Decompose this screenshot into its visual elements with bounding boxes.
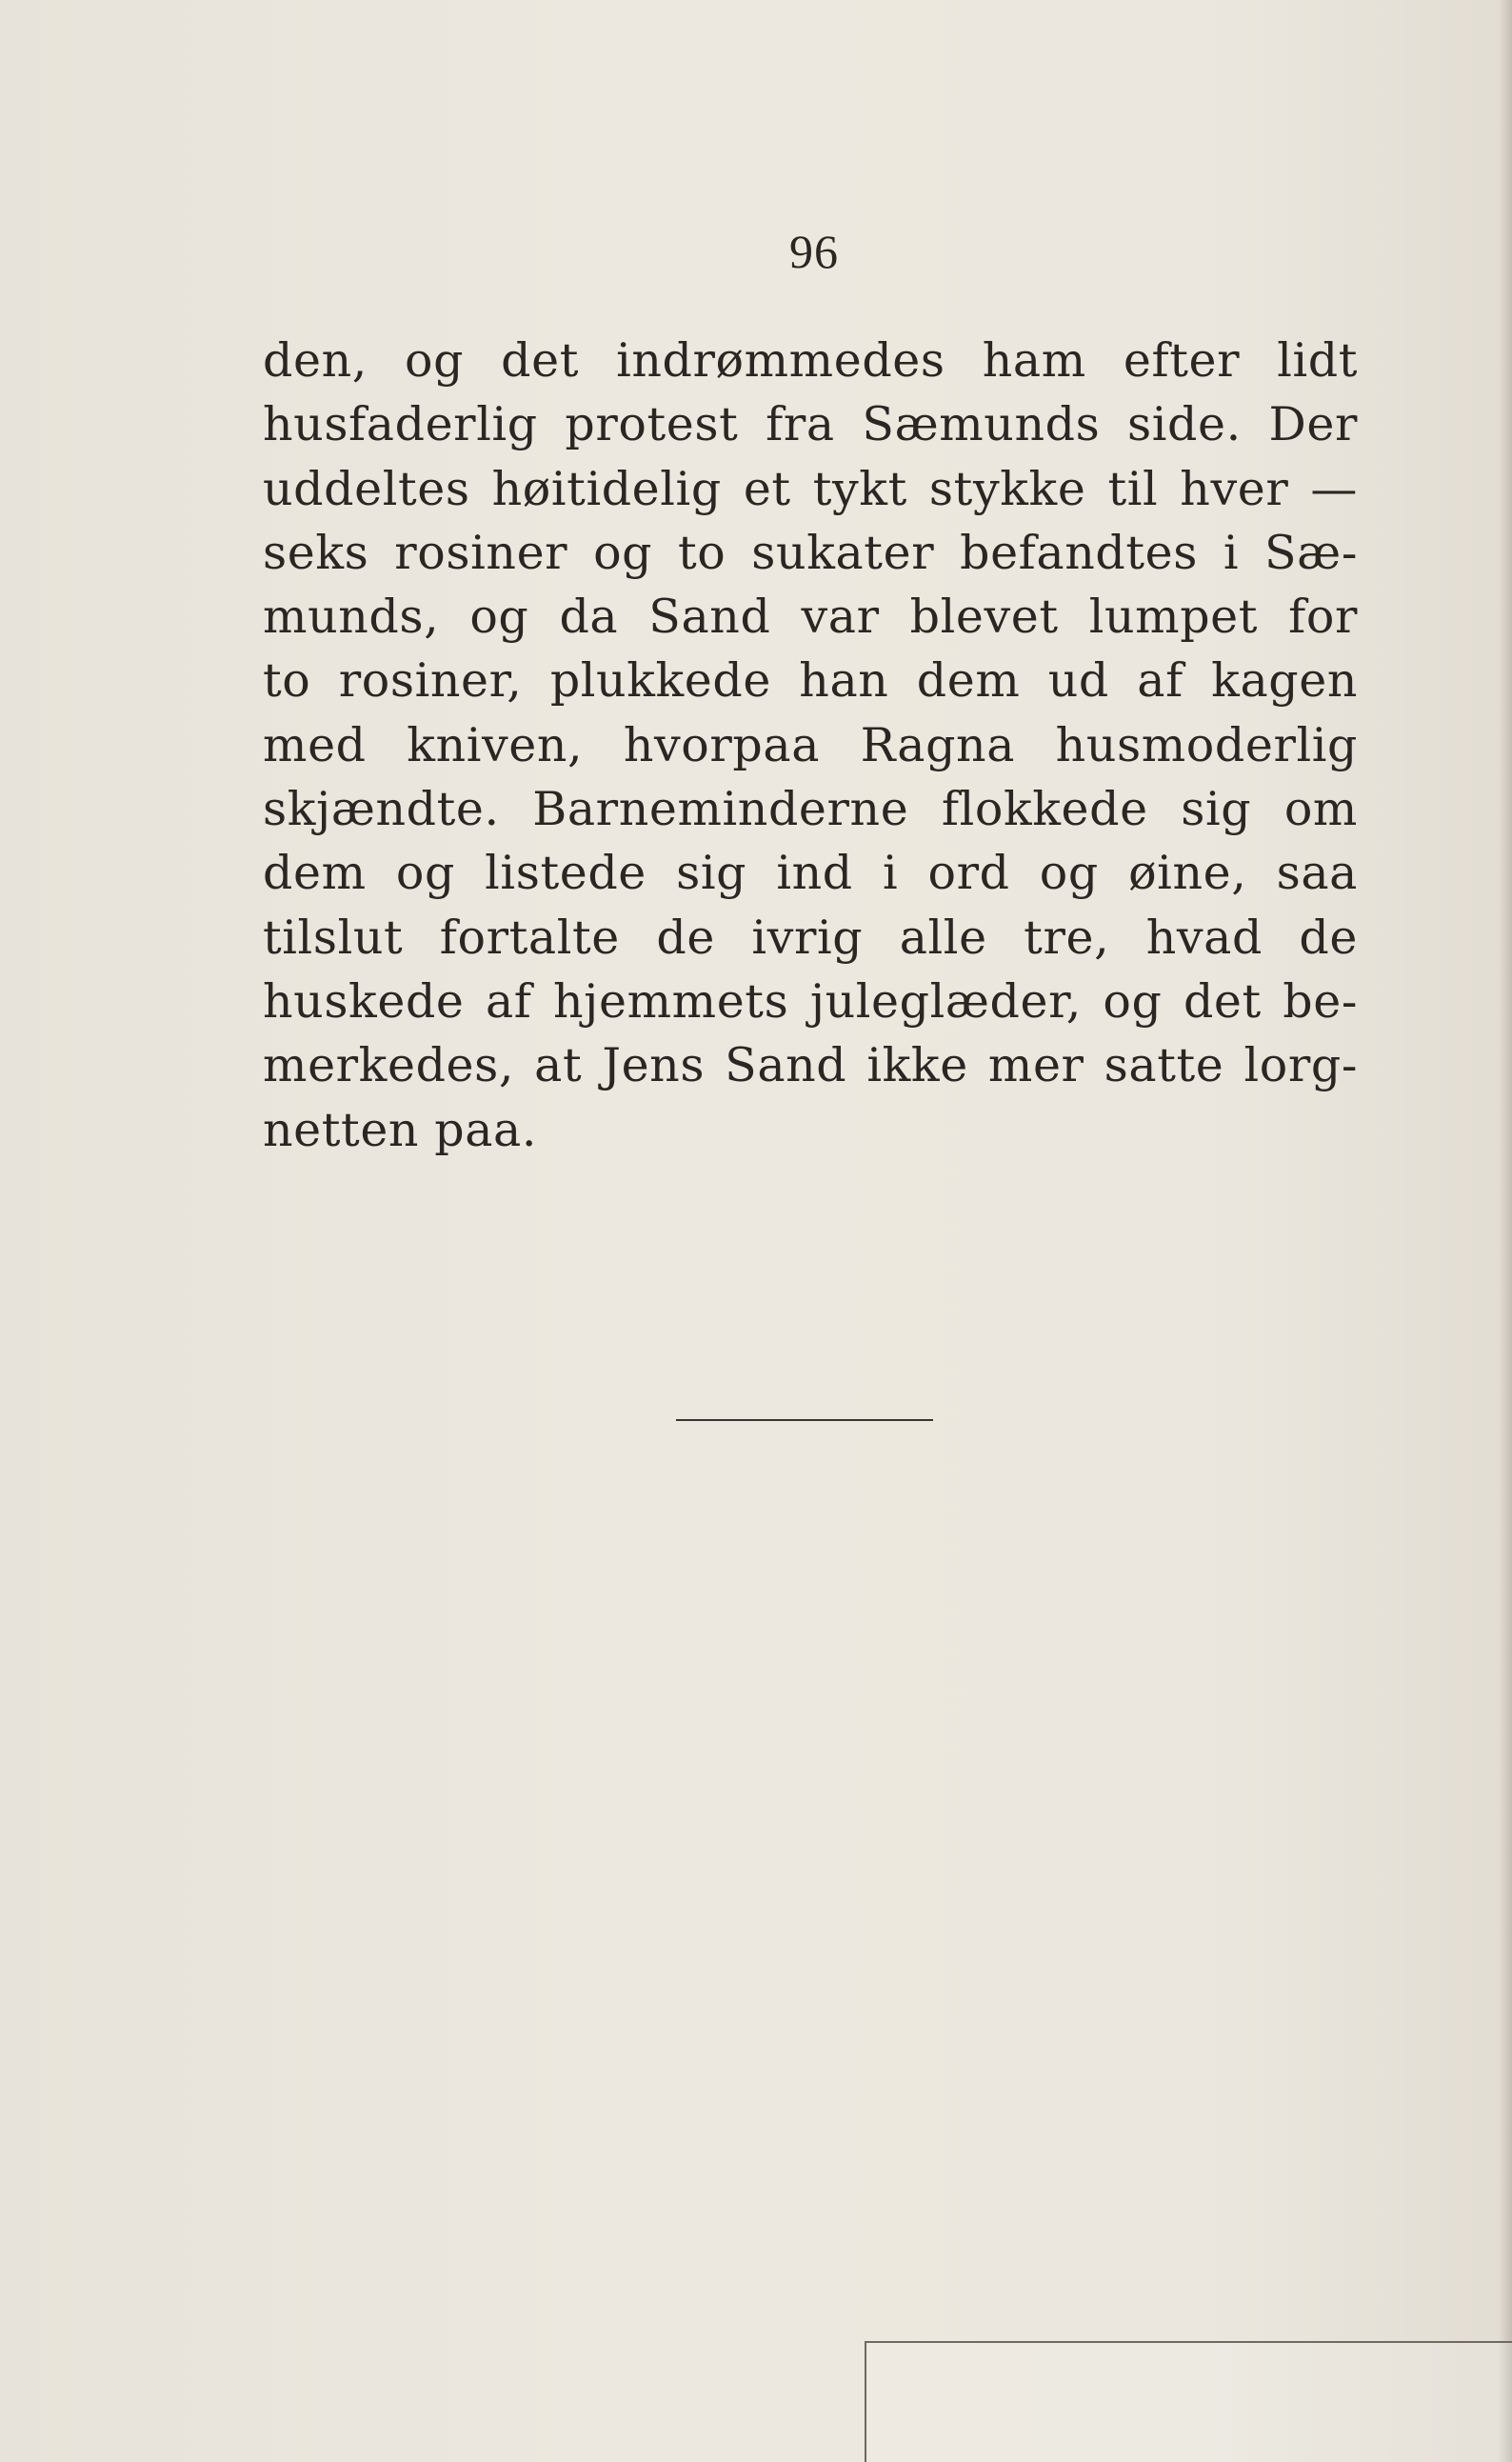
- text-line: seks rosiner og to sukater befandtes i Sæ-: [263, 525, 1358, 580]
- text-line: to rosiner, plukkede han dem ud af kagen: [263, 653, 1358, 709]
- page-edge-shadow: [1499, 0, 1512, 2462]
- text-line: merkedes, at Jens Sand ikke mer satte lorg-: [263, 1038, 1358, 1093]
- text-line: den, og det indrømmedes ham efter lidt: [263, 333, 1358, 388]
- scan-corner-mark: [865, 2341, 1512, 2462]
- text-line: dem og listede sig ind i ord og øine, saa: [263, 846, 1358, 901]
- text-line-last: netten paa.: [263, 1102, 538, 1157]
- page-number: 96: [789, 225, 839, 278]
- text-line: huskede af hjemmets juleglæder, og det be-: [263, 973, 1358, 1029]
- text-line: med kniven, hvorpaa Ragna husmoderlig: [263, 717, 1358, 772]
- text-line: skjændte. Barneminderne flokkede sig om: [263, 782, 1358, 837]
- section-divider: [676, 1419, 933, 1421]
- text-line: husfaderlig protest fra Sæmunds side. Der: [263, 397, 1358, 452]
- text-line: tilslut fortalte de ivrig alle tre, hvad de: [263, 910, 1358, 965]
- text-line: uddeltes høitidelig et tykt stykke til hver —: [263, 461, 1358, 516]
- text-line: munds, og da Sand var blevet lumpet for: [263, 590, 1358, 645]
- body-text: [263, 329, 1358, 1162]
